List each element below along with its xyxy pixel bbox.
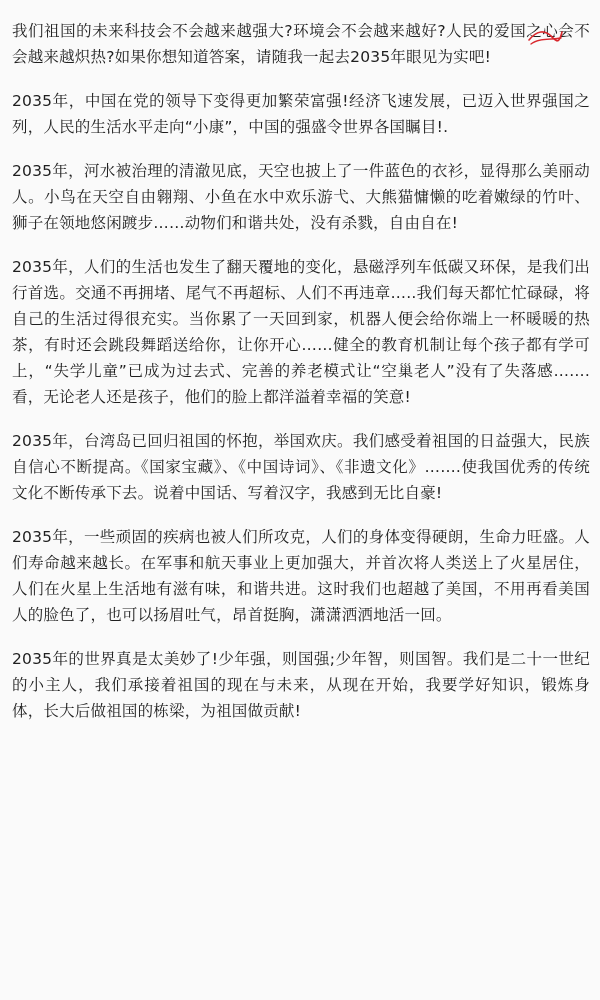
paragraph-taiwan: 2035年，台湾岛已回归祖国的怀抱，举国欢庆。我们感受着祖国的日益强大，民族自信心不断提高。《国家宝藏》、《中国诗词》、《非遗文化》…….使我国优秀的传统文化不断传承下去。说着中国话、写着汉字，我感到无比自豪! <box>12 432 590 502</box>
paragraph-conclusion: 2035年的世界真是太美妙了!少年强，则国强;少年智，则国智。我们是二十一世纪的小主人，我们承接着祖国的现在与未来，从现在开始，我要学好知识，锻炼身体，长大后做祖国的栋梁，为祖国做贡献! <box>12 650 590 720</box>
essay-document <box>12 18 590 742</box>
paragraph-daily-life: 2035年，人们的生活也发生了翻天覆地的变化，悬磁浮列车低碳又环保，是我们出行首选。交通不再拥堵、尾气不再超标、人们不再违章…..我们每天都忙忙碌碌，将自己的生活过得很充实。当你累了一天回到家，机器人便会给你端上一杯暖暖的热茶，有时还会跳段舞蹈送给你，让你开心……健全的教育机制让每个孩子都有学可上，“失学儿童”已成为过去式、完善的养老模式让“空巢老人”没有了失落感…….看，无论老人还是孩子，他们的脸上都洋溢着幸福的笑意! <box>12 258 590 406</box>
paragraph-environment: 2035年，河水被治理的清澈见底，天空也披上了一件蓝色的衣衫，显得那么美丽动人。小鸟在天空自由翱翔、小鱼在水中欢乐游弋、大熊猫慵懒的吃着嫩绿的竹叶、狮子在领地悠闲踱步……动物们和谐共处，没有杀戮，自由自在! <box>12 162 590 232</box>
paragraph-health-space: 2035年，一些顽固的疾病也被人们所攻克，人们的身体变得硬朗，生命力旺盛。人们寿命越来越长。在军事和航天事业上更加强大，并首次将人类送上了火星居住，人们在火星上生活地有滋有味，和谐共进。这时我们也超越了美国，不用再看美国人的脸色了，也可以扬眉吐气，昂首挺胸，潇潇洒洒地活一回。 <box>12 528 590 624</box>
paragraph-intro: 我们祖国的未来科技会不会越来越强大?环境会不会越来越好?人民的爱国之心会不会越来越炽热?如果你想知道答案，请随我一起去2035年眼见为实吧! <box>12 22 590 66</box>
paragraph-economy: 2035年，中国在党的领导下变得更加繁荣富强!经济飞速发展，已迈入世界强国之列，人民的生活水平走向“小康”，中国的强盛令世界各国瞩目!. <box>12 92 590 136</box>
